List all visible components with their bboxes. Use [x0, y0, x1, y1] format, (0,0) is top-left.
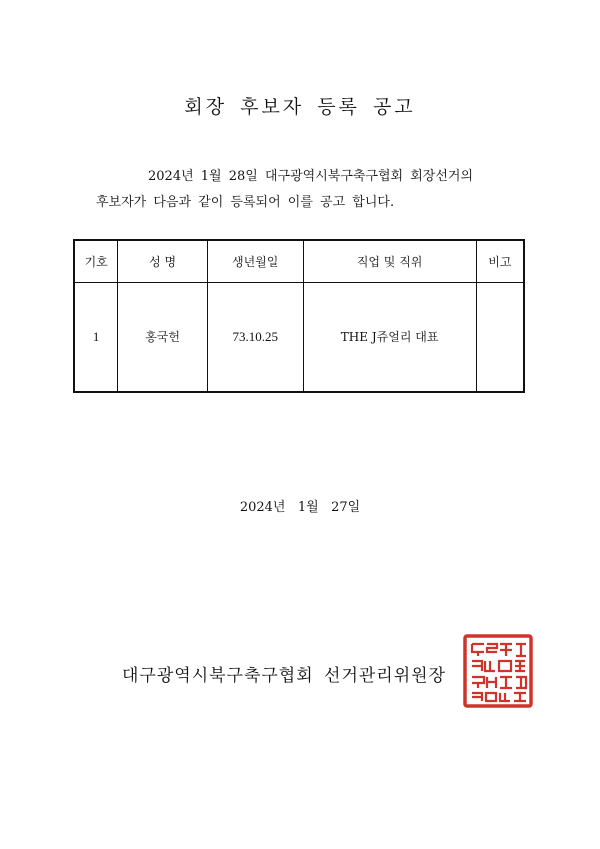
candidate-note: [476, 282, 524, 392]
seal-graphic: [465, 636, 531, 706]
candidate-name: 홍국헌: [118, 282, 208, 392]
candidate-number: 1: [74, 282, 118, 392]
candidate-birth-date: 73.10.25: [207, 282, 303, 392]
announcement-title: 회장 후보자 등록 공고: [184, 96, 416, 118]
paragraph-line-1: 2024년 1월 28일 대구광역시북구축구협회 회장선거의: [148, 169, 474, 184]
official-seal-stamp: [463, 634, 533, 708]
candidate-table: [73, 239, 525, 393]
candidate-occupation: THE J쥬얼리 대표: [303, 282, 476, 392]
paragraph-line-2: 후보자가 다음과 같이 등록되어 이를 공고 합니다.: [96, 195, 395, 210]
issuer-name: 대구광역시북구축구협회 선거관리위원장: [122, 666, 446, 686]
header-birth-date: 생년월일: [207, 240, 303, 282]
header-note: 비고: [476, 240, 524, 282]
announcement-date: 2024년 1월 27일: [239, 500, 361, 515]
table-row: [74, 282, 524, 392]
header-name: 성 명: [118, 240, 208, 282]
header-occupation: 직업 및 직위: [303, 240, 476, 282]
table-header-row: [74, 240, 524, 282]
header-number: 기호: [74, 240, 118, 282]
